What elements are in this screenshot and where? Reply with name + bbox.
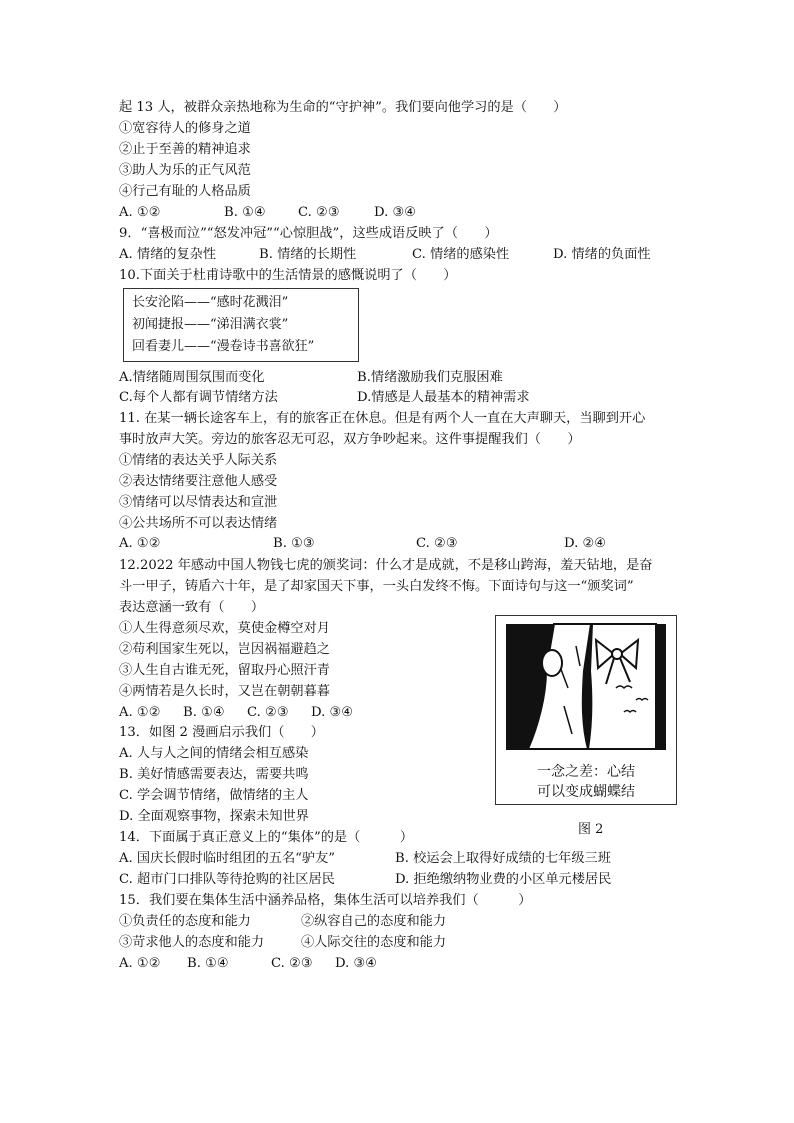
q15-item-4: ④人际交往的态度和能力 [301, 935, 447, 950]
q11-item-1: ①情绪的表达关乎人际关系 [119, 453, 278, 468]
q15-options [119, 955, 377, 973]
q8-option-a: A. ①② [119, 205, 161, 220]
q11-stem-line-2: 事时放声大笑。旁边的旅客忍无可忍，双方争吵起来。这件事提醒我们（ ） [119, 432, 581, 447]
q9-stem: 9．“喜极而泣”“怒发冲冠”“心惊胆战”，这些成语反映了（ ） [119, 226, 498, 241]
q12-item-3: ③人生自古谁无死，留取丹心照汗青 [119, 663, 330, 678]
q14-options-row2 [119, 871, 611, 889]
q10-options-row2 [119, 389, 530, 407]
q15-option-a: A. ①② [119, 956, 161, 971]
q8-option-d: D. ③④ [374, 205, 417, 220]
q12-item-1: ①人生得意须尽欢，莫使金樽空对月 [119, 621, 330, 636]
q14-option-d: D. 拒绝缴纳物业费的小区单元楼居民 [395, 872, 612, 887]
q11-option-b: B. ①③ [273, 536, 315, 551]
q11-stem-line-1: 11. 在某一辆长途客车上，有的旅客正在休息。但是有两个人一直在大声聊天，当聊到开心 [119, 411, 646, 426]
q11-item-4: ④公共场所不可以表达情绪 [119, 516, 278, 531]
q12-option-c: C. ②③ [247, 705, 289, 720]
q11-option-a: A. ①② [119, 536, 161, 551]
q12-stem-line-2: 斗一甲子，铸盾六十年，是了却家国天下事，一头白发终不悔。下面诗句与这一“颁奖词” [119, 579, 634, 594]
q8-option-c: C. ②③ [298, 205, 340, 220]
bow-knot-icon [612, 649, 622, 659]
q12-option-a: A. ①② [119, 705, 161, 720]
q14-option-c: C. 超市门口排队等待抢购的社区居民 [119, 872, 335, 887]
q13-stem: 13．如图 2 漫画启示我们（ ） [119, 725, 324, 740]
q13-option-a: A. 人与人之间的情绪会相互感染 [119, 746, 309, 761]
q10-options-row1 [119, 369, 503, 387]
q11-option-c: C. ②③ [416, 536, 458, 551]
q10-box-line-2: 初闻捷报——“涕泪满衣裳” [132, 317, 289, 332]
q12-item-2: ②苟利国家生死以，岂因祸福避趋之 [119, 642, 330, 657]
q9-options [119, 246, 651, 264]
figure-2-cartoon [495, 615, 677, 805]
q12-option-d: D. ③④ [311, 705, 354, 720]
q12-stem-line-3: 表达意涵一致有（ ） [119, 600, 265, 615]
q11-option-d: D. ②④ [564, 536, 607, 551]
q8-item-3: ③助人为乐的正气风范 [119, 163, 251, 178]
q11-item-3: ③情绪可以尽情表达和宣泄 [119, 495, 278, 510]
q13-option-c: C. 学会调节情绪，做情绪的主人 [119, 788, 309, 803]
q11-options [119, 535, 606, 553]
q12-stem-line-1: 12.2022 年感动中国人物钱七虎的颁奖词：什么才是成就，不是移山跨海，羞天钻地，是奋 [119, 558, 653, 573]
q15-option-d: D. ③④ [335, 956, 378, 971]
q14-option-a: A. 国庆长假时临时组团的五名“驴友” [119, 851, 336, 866]
q10-poem-box [123, 288, 359, 362]
q11-item-2: ②表达情绪要注意他人感受 [119, 474, 278, 489]
q10-option-b: B.情绪激励我们克服困难 [357, 370, 503, 385]
q10-option-d: D.情感是人最基本的精神需求 [357, 390, 530, 405]
q12-options [119, 704, 353, 722]
q8-item-4: ④行己有耻的人格品质 [119, 184, 251, 199]
knot-icon [542, 650, 562, 676]
q15-option-b: B. ①④ [187, 956, 229, 971]
q9-option-b: B. 情绪的长期性 [259, 247, 357, 262]
q12-item-4: ④两情若是久长时，又岂在朝朝暮暮 [119, 684, 330, 699]
q10-box-line-3: 回看妻儿——“漫卷诗书喜欲狂” [132, 339, 315, 354]
q8-stem: 起 13 人，被群众亲热地称为生命的“守护神”。我们要向他学习的是（ ） [119, 100, 567, 115]
q15-item-1: ①负责任的态度和能力 [119, 914, 251, 929]
q8-item-1: ①宽容待人的修身之道 [119, 121, 251, 136]
cartoon-caption-line-2: 可以变成蝴蝶结 [537, 784, 635, 800]
q15-items-row2 [119, 934, 446, 952]
q10-stem: 10.下面关于杜甫诗歌中的生活情景的感慨说明了（ ） [119, 268, 457, 283]
q12-option-b: B. ①④ [183, 705, 225, 720]
q10-option-c: C.每个人都有调节情绪方法 [119, 390, 278, 405]
q9-option-c: C. 情绪的感染性 [412, 247, 510, 262]
q14-option-b: B. 校运会上取得好成绩的七年级三班 [395, 851, 611, 866]
q15-stem: 15．我们要在集体生活中涵养品格，集体生活可以培养我们（ ） [119, 893, 532, 908]
q8-item-2: ②止于至善的精神追求 [119, 142, 251, 157]
q15-items-row1 [119, 913, 446, 931]
q10-option-a: A.情绪随周围氛围而变化 [119, 370, 265, 385]
q13-option-b: B. 美好情感需要表达，需要共鸣 [119, 767, 309, 782]
q15-item-2: ②纵容自己的态度和能力 [301, 914, 447, 929]
q8-option-b: B. ①④ [224, 205, 266, 220]
q15-option-c: C. ②③ [271, 956, 313, 971]
q15-item-3: ③苛求他人的态度和能力 [119, 935, 265, 950]
q9-option-d: D. 情绪的负面性 [553, 247, 651, 262]
figure-label: 图 2 [578, 822, 604, 837]
cartoon-caption-line-1: 一念之差：心结 [537, 764, 635, 780]
q14-stem: 14．下面属于真正意义上的“集体”的是（ ） [119, 830, 414, 845]
q10-box-line-1: 长安沦陷——“感时花溅泪” [132, 295, 289, 310]
q14-options-row1 [119, 850, 611, 868]
q13-option-d: D. 全面观察事物，探索未知世界 [119, 809, 309, 824]
cartoon-caption [496, 762, 676, 802]
q8-options [119, 204, 416, 222]
q9-option-a: A. 情绪的复杂性 [119, 247, 217, 262]
